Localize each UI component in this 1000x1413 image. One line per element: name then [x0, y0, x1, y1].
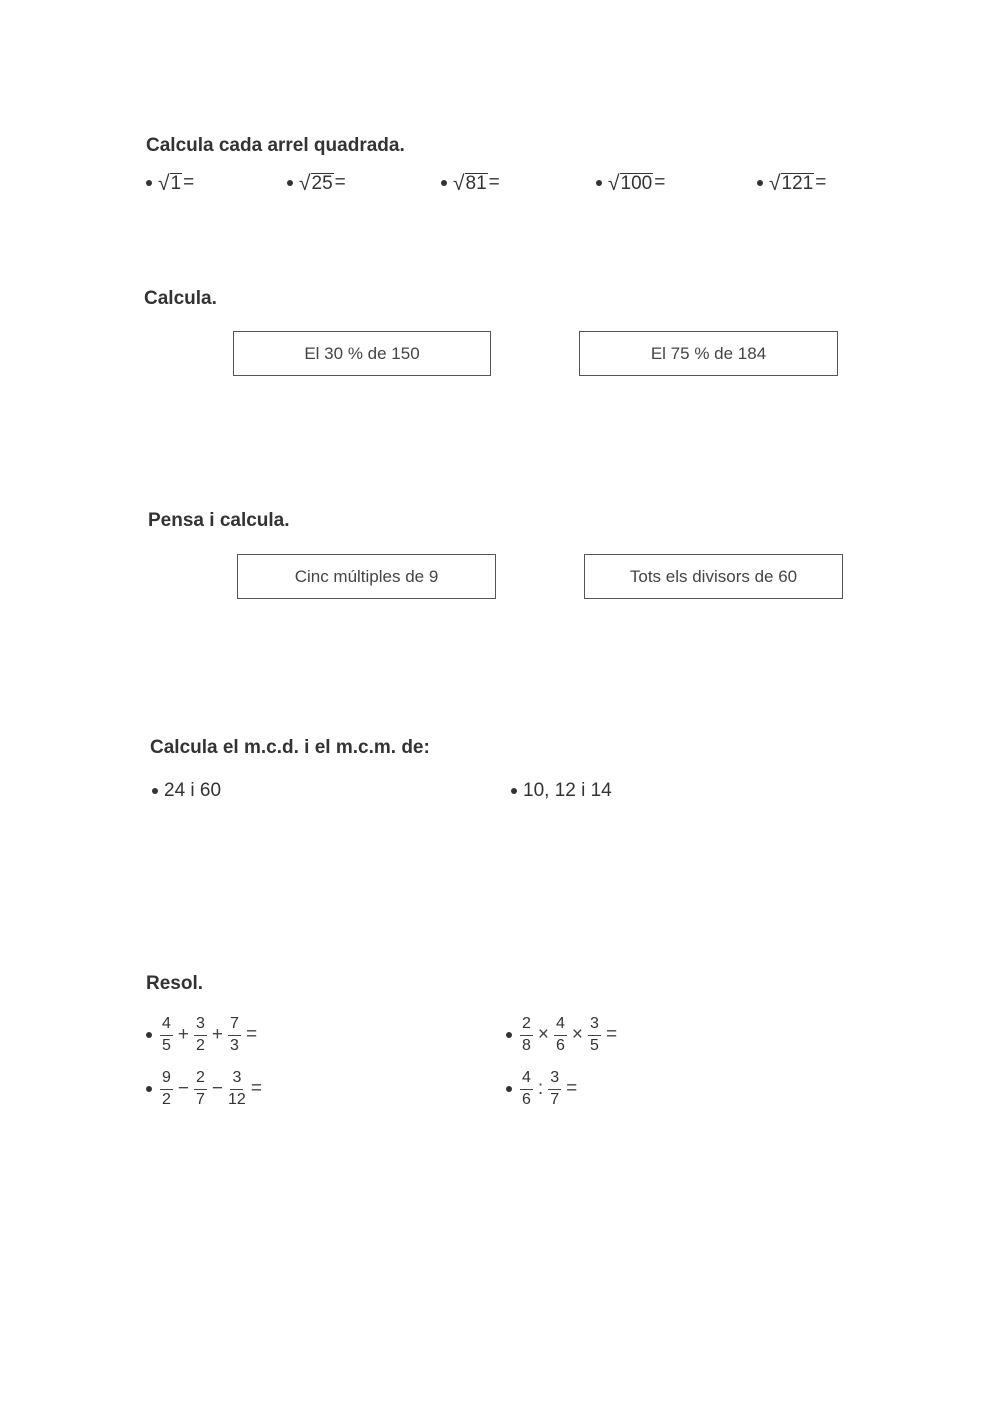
- equals-sign: =: [183, 172, 195, 193]
- operator: :: [537, 1078, 544, 1100]
- percentage-box-2: El 75 % de 184: [579, 331, 838, 376]
- numerator: 7: [228, 1016, 241, 1036]
- fraction: [228, 1070, 246, 1109]
- sqrt-expression: [769, 173, 814, 194]
- numerator: 4: [160, 1016, 173, 1036]
- sqrt-expression: [453, 173, 488, 194]
- fraction-expression-3: [146, 1070, 265, 1109]
- operator: =: [605, 1024, 618, 1046]
- fraction: [228, 1016, 241, 1055]
- bullet-icon: [146, 180, 152, 186]
- fraction: [160, 1070, 173, 1109]
- equals-sign: =: [488, 172, 500, 193]
- equals-sign: =: [334, 172, 346, 193]
- equals-sign: =: [654, 172, 666, 193]
- bullet-icon: [146, 1086, 152, 1092]
- bullet-icon: [757, 180, 763, 186]
- operator: +: [211, 1024, 224, 1046]
- denominator: 6: [556, 1036, 565, 1054]
- gcd-item-text: 24 i 60: [164, 780, 222, 801]
- numerator: 9: [160, 1070, 173, 1090]
- fraction: [520, 1070, 533, 1109]
- denominator: 7: [550, 1090, 560, 1108]
- fraction-expression-2: [506, 1016, 620, 1055]
- denominator: 7: [196, 1090, 205, 1108]
- fraction-expression-4: [506, 1070, 580, 1109]
- multiples-box: Cinc múltiples de 9: [237, 554, 496, 599]
- denominator: 3: [230, 1036, 239, 1054]
- numerator: 4: [520, 1070, 533, 1090]
- bullet-icon: [596, 180, 602, 186]
- numerator: 2: [194, 1070, 207, 1090]
- fraction: [194, 1016, 207, 1055]
- bullet-icon: [511, 788, 517, 794]
- fraction: [520, 1016, 533, 1055]
- denominator: 2: [162, 1090, 171, 1108]
- fraction: [548, 1070, 561, 1109]
- fraction: [194, 1070, 207, 1109]
- sqrt-item-2: [287, 172, 346, 194]
- sqrt-expression: [608, 173, 653, 194]
- sqrt-expression: [299, 173, 334, 194]
- operator: =: [566, 1078, 578, 1100]
- sqrt-item-4: [596, 172, 665, 194]
- radicand: 1: [170, 172, 182, 194]
- percentage-box-1: El 30 % de 150: [233, 331, 491, 376]
- fractions-heading: Resol.: [146, 973, 204, 994]
- numerator: 3: [588, 1016, 601, 1036]
- radicand: 81: [465, 172, 487, 194]
- radicand: 100: [620, 172, 653, 194]
- operator: +: [177, 1024, 190, 1046]
- bullet-icon: [506, 1086, 512, 1092]
- fraction: [588, 1016, 601, 1055]
- gcd-item-1: [152, 780, 221, 802]
- denominator: 5: [590, 1036, 599, 1054]
- bullet-icon: [287, 180, 293, 186]
- sqrt-item-1: [146, 172, 194, 194]
- multiples-heading: Pensa i calcula.: [148, 510, 290, 531]
- bullet-icon: [146, 1032, 152, 1038]
- gcd-item-text: 10, 12 i 14: [523, 780, 612, 801]
- sqrt-item-5: [757, 172, 826, 194]
- radicand: 25: [311, 172, 333, 194]
- fraction-expression-1: [146, 1016, 260, 1055]
- equals-sign: =: [815, 172, 827, 193]
- divisors-box: Tots els divisors de 60: [584, 554, 843, 599]
- gcd-item-2: [511, 780, 612, 802]
- sqrt-icon: √: [608, 171, 620, 195]
- numerator: 2: [520, 1016, 533, 1036]
- radicand: 121: [781, 172, 814, 194]
- sqrt-icon: √: [453, 171, 465, 195]
- operator: −: [177, 1078, 190, 1100]
- fraction: [160, 1016, 173, 1055]
- sqrt-icon: √: [158, 171, 170, 195]
- denominator: 5: [162, 1036, 171, 1054]
- percentages-heading: Calcula.: [144, 288, 217, 309]
- denominator: 6: [522, 1090, 531, 1108]
- operator: =: [245, 1024, 258, 1046]
- numerator: 3: [230, 1070, 243, 1090]
- bullet-icon: [152, 788, 158, 794]
- operator: ×: [571, 1024, 584, 1046]
- numerator: 4: [554, 1016, 567, 1036]
- denominator: 12: [228, 1090, 246, 1108]
- fraction: [554, 1016, 567, 1055]
- operator: −: [211, 1078, 224, 1100]
- gcd-lcm-heading: Calcula el m.c.d. i el m.c.m. de:: [150, 737, 430, 758]
- bullet-icon: [506, 1032, 512, 1038]
- bullet-icon: [441, 180, 447, 186]
- operator: =: [250, 1078, 262, 1100]
- denominator: 2: [196, 1036, 205, 1054]
- denominator: 8: [522, 1036, 531, 1054]
- sqrt-icon: √: [299, 171, 311, 195]
- sqrt-item-3: [441, 172, 500, 194]
- sqrt-icon: √: [769, 171, 781, 195]
- numerator: 3: [548, 1070, 561, 1090]
- square-roots-heading: Calcula cada arrel quadrada.: [146, 135, 405, 156]
- operator: ×: [537, 1024, 550, 1046]
- numerator: 3: [194, 1016, 207, 1036]
- sqrt-expression: [158, 173, 182, 194]
